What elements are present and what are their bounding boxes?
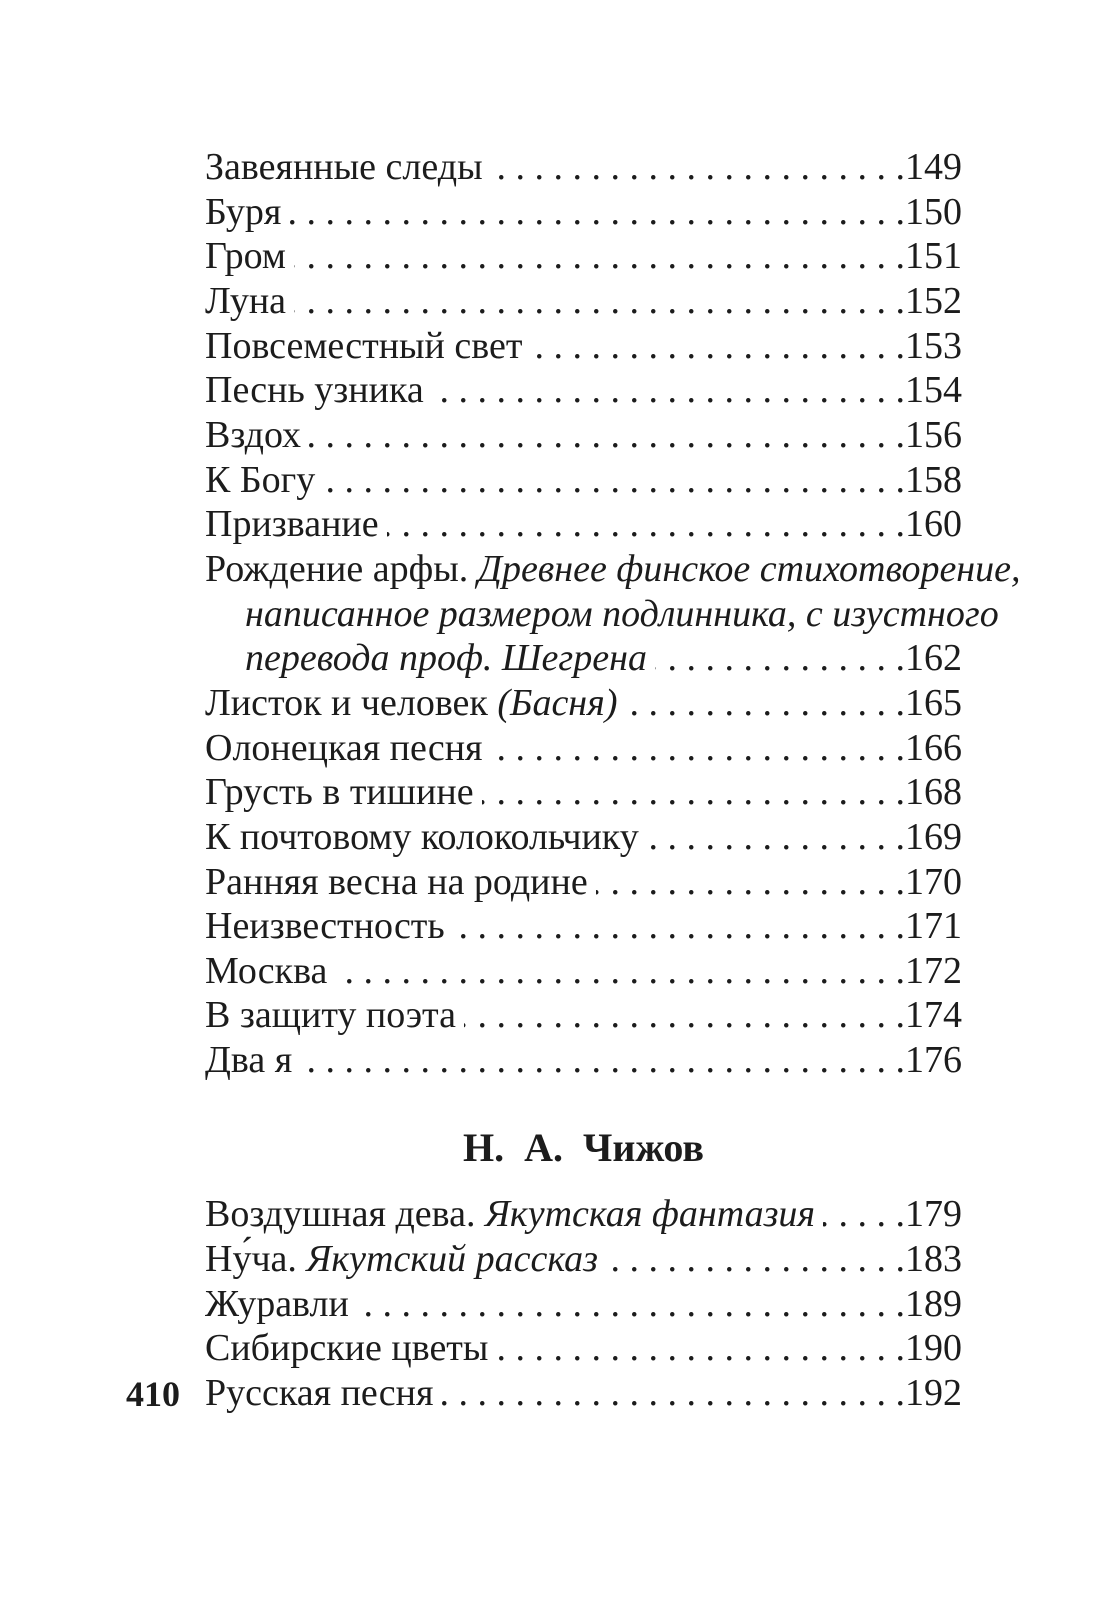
title-part: Гром bbox=[205, 235, 286, 278]
toc-entry-title bbox=[205, 547, 1021, 592]
toc-page-number: 158 bbox=[905, 458, 962, 501]
title-part: Вздох bbox=[205, 413, 302, 456]
toc-page-number: 149 bbox=[905, 146, 962, 188]
toc-page-number: 183 bbox=[905, 1238, 962, 1281]
dot-leader bbox=[289, 190, 905, 235]
title-part: В защиту поэта bbox=[205, 994, 456, 1037]
toc-entry-title bbox=[205, 949, 327, 994]
toc-page-number: 174 bbox=[905, 994, 962, 1037]
title-part: Луна bbox=[205, 279, 287, 322]
dot-leader bbox=[491, 726, 905, 771]
title-part: Завеянные следы bbox=[205, 146, 483, 188]
title-part: К почтовому колокольчику bbox=[205, 815, 639, 858]
section-author-header: Н. А. Чижов bbox=[462, 1124, 704, 1170]
title-part: Призвание bbox=[205, 503, 379, 546]
title-part: Листок и человек bbox=[205, 681, 498, 724]
toc-entry-line bbox=[205, 413, 962, 458]
title-part: Неизвестность bbox=[205, 905, 445, 948]
toc-page-number: 156 bbox=[905, 413, 962, 456]
toc-entry-title bbox=[205, 502, 379, 547]
page-folio: 410 bbox=[126, 1374, 180, 1414]
dot-leader bbox=[464, 993, 905, 1038]
toc-page-number: 192 bbox=[905, 1372, 962, 1415]
toc-entry-title bbox=[205, 815, 639, 860]
toc-page-number: 162 bbox=[905, 637, 962, 680]
toc-entry-line bbox=[205, 1038, 962, 1083]
toc-entry-title bbox=[205, 1326, 488, 1371]
toc-entry-title bbox=[205, 904, 445, 949]
toc-page-number: 171 bbox=[905, 905, 962, 948]
dot-leader bbox=[294, 234, 905, 279]
dot-leader bbox=[387, 502, 905, 547]
toc-entry-line bbox=[205, 1192, 962, 1237]
title-part: Журавли bbox=[205, 1282, 349, 1325]
title-part: Песнь узника bbox=[205, 369, 424, 412]
title-part-italic: Якутская фантазия bbox=[484, 1193, 816, 1236]
toc-page-number: 151 bbox=[905, 235, 962, 278]
toc-entry-title bbox=[205, 190, 281, 235]
title-part: К Богу bbox=[205, 458, 316, 501]
toc-entry-title bbox=[245, 636, 647, 681]
toc-entry-line bbox=[205, 949, 962, 994]
toc-entry-line bbox=[205, 547, 1021, 592]
toc-entry-title bbox=[205, 1038, 292, 1083]
table-of-contents bbox=[205, 145, 1021, 1416]
dot-leader bbox=[530, 324, 905, 369]
toc-page-number: 172 bbox=[905, 949, 962, 992]
toc-page-number: 154 bbox=[905, 369, 962, 412]
title-part-italic: Древнее финское стихотворение, bbox=[477, 547, 1021, 590]
dot-leader bbox=[823, 1192, 905, 1237]
dot-leader bbox=[655, 636, 905, 681]
dot-leader bbox=[482, 770, 905, 815]
title-part: Сибирские цветы bbox=[205, 1327, 489, 1370]
toc-page-number: 150 bbox=[905, 190, 962, 233]
toc-entry-line bbox=[205, 860, 962, 905]
title-part: Олонецкая песня bbox=[205, 726, 483, 769]
toc-entry-title bbox=[205, 1237, 598, 1282]
dot-leader bbox=[453, 904, 905, 949]
title-part: Буря bbox=[205, 190, 282, 233]
toc-entry-title bbox=[205, 1282, 349, 1327]
toc-page-number: 152 bbox=[905, 279, 962, 322]
title-part: Грусть в тишине bbox=[205, 771, 474, 814]
dot-leader bbox=[491, 145, 905, 190]
toc-page-number: 190 bbox=[905, 1327, 962, 1370]
toc-entry-line bbox=[205, 1326, 962, 1371]
toc-entry-title bbox=[205, 458, 315, 503]
toc-entry-line bbox=[205, 234, 962, 279]
dot-leader bbox=[596, 860, 905, 905]
dot-leader bbox=[357, 1282, 905, 1327]
toc-entry-line bbox=[205, 770, 962, 815]
toc-entry-line bbox=[205, 993, 962, 1038]
toc-entry-title bbox=[205, 860, 588, 905]
toc-entry-line bbox=[205, 636, 962, 681]
toc-page-number: 170 bbox=[905, 860, 962, 903]
toc-entry-line bbox=[205, 1237, 962, 1282]
title-part: Воздушная дева. bbox=[205, 1193, 485, 1236]
toc-page-number: 166 bbox=[905, 726, 962, 769]
toc-entry-line bbox=[205, 368, 962, 413]
toc-section-1 bbox=[205, 145, 1021, 1083]
dot-leader bbox=[606, 1237, 905, 1282]
toc-entry-line bbox=[205, 502, 962, 547]
title-part-italic: Якутский рассказ bbox=[306, 1238, 599, 1281]
title-part-italic: перевода проф. Шегрена bbox=[245, 637, 647, 680]
toc-entry-line bbox=[205, 681, 962, 726]
toc-entry-line bbox=[205, 145, 962, 190]
toc-entry-line bbox=[205, 458, 962, 503]
toc-entry-line bbox=[205, 592, 999, 637]
toc-entry-line bbox=[205, 279, 962, 324]
toc-entry-line bbox=[205, 1371, 962, 1416]
toc-entry-title bbox=[205, 324, 522, 369]
toc-entry-title bbox=[245, 592, 999, 637]
title-part: Рождение арфы. bbox=[205, 547, 478, 590]
toc-entry-title bbox=[205, 145, 483, 190]
toc-entry-title bbox=[205, 726, 483, 771]
toc-entry-line bbox=[205, 904, 962, 949]
toc-page-number: 165 bbox=[905, 681, 962, 724]
title-part: Ну́ча. bbox=[205, 1238, 307, 1281]
toc-entry-line bbox=[205, 815, 962, 860]
toc-entry-title bbox=[205, 770, 474, 815]
toc-entry-title bbox=[205, 1371, 433, 1416]
title-part: Повсеместный свет bbox=[205, 324, 523, 367]
title-part: Два я bbox=[205, 1039, 293, 1082]
toc-entry-title bbox=[205, 279, 286, 324]
toc-entry-title bbox=[205, 368, 424, 413]
title-part: Ранняя весна на родине bbox=[205, 860, 588, 903]
toc-entry-title bbox=[205, 413, 301, 458]
title-part-italic: (Басня) bbox=[497, 681, 618, 724]
toc-section-2 bbox=[205, 1192, 962, 1415]
toc-entry-title bbox=[205, 1192, 815, 1237]
dot-leader bbox=[300, 1038, 905, 1083]
dot-leader bbox=[335, 949, 905, 994]
toc-entry-title bbox=[205, 681, 617, 726]
dot-leader bbox=[309, 413, 905, 458]
toc-page-number: 179 bbox=[905, 1193, 962, 1236]
toc-entry-line bbox=[205, 324, 962, 369]
title-part: Русская песня bbox=[205, 1372, 434, 1415]
dot-leader bbox=[294, 279, 905, 324]
toc-entry-line bbox=[205, 190, 962, 235]
title-part: Москва bbox=[205, 949, 328, 992]
dot-leader bbox=[625, 681, 905, 726]
title-part-italic: написанное размером подлинника, с изустного bbox=[245, 592, 999, 635]
toc-entry-line bbox=[205, 726, 962, 771]
toc-entry-line bbox=[205, 1282, 962, 1327]
toc-entry-title bbox=[205, 993, 456, 1038]
toc-page-number: 189 bbox=[905, 1282, 962, 1325]
toc-page-number: 153 bbox=[905, 324, 962, 367]
toc-entry-title bbox=[205, 234, 286, 279]
dot-leader bbox=[441, 1371, 905, 1416]
dot-leader bbox=[432, 368, 905, 413]
dot-leader bbox=[647, 815, 905, 860]
toc-page-number: 169 bbox=[905, 815, 962, 858]
toc-page-number: 160 bbox=[905, 503, 962, 546]
dot-leader bbox=[323, 458, 905, 503]
toc-page-number: 176 bbox=[905, 1039, 962, 1082]
dot-leader bbox=[496, 1326, 905, 1371]
toc-page-number: 168 bbox=[905, 771, 962, 814]
